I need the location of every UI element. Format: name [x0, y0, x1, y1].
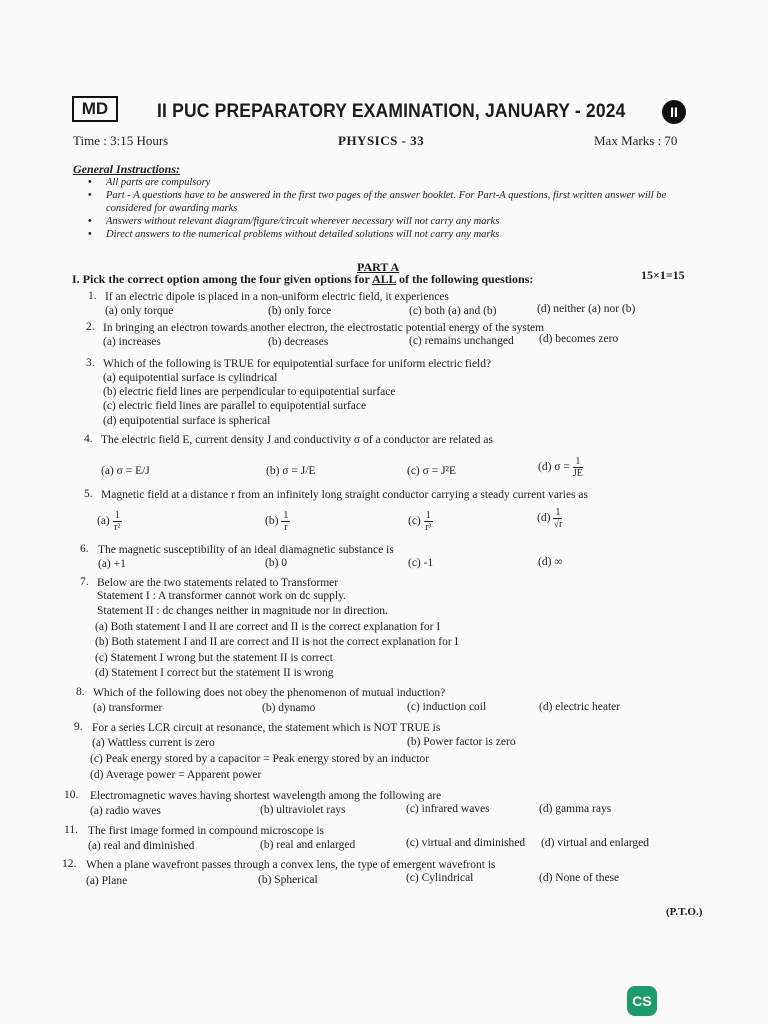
option-a: (a) +1	[98, 558, 126, 570]
option-a: (a) σ = E/J	[101, 465, 150, 477]
option-a: (a) increases	[103, 336, 161, 348]
option-b: (b) σ = J/E	[266, 465, 316, 477]
option-c: (c) induction coil	[407, 701, 487, 713]
option-d: (d) gamma rays	[539, 803, 612, 815]
option-c: (c) electric field lines are parallel to equipotential surface	[103, 400, 367, 412]
option-d: (d) Statement I correct but the statement II is wrong	[95, 667, 334, 679]
subject-label: PHYSICS - 33	[338, 133, 425, 148]
question-number: 3.	[86, 357, 95, 369]
question-text: In bringing an electron towards another electron, the electrostatic potential energy of the system	[103, 322, 545, 334]
option-c: (c) Statement I wrong but the statement II is correct	[95, 652, 333, 664]
option-d: (d) neither (a) nor (b)	[537, 303, 636, 315]
option-d: (d) Average power = Apparent power	[90, 769, 262, 781]
fraction: $\frac{1}{\text{r²}}$	[114, 510, 121, 533]
option-d: (d) electric heater	[539, 701, 621, 713]
time-label: Time : 3:15 Hours	[73, 133, 169, 148]
question-number: 12.	[62, 858, 77, 870]
statement-2: Statement II : dc changes neither in magnitude nor in direction.	[97, 605, 388, 617]
instruction-item: • Answers without relevant diagram/figure/circuit wherever necessary will not carry any marks	[88, 216, 500, 227]
option-b: (b) Spherical	[258, 874, 318, 886]
question-number: 5.	[84, 488, 93, 500]
question-text: Magnetic field at a distance r from an infinitely long straight conductor carrying a steady current varies as	[101, 489, 588, 501]
fraction: $\frac{1}{√r}$	[553, 507, 563, 530]
question-text: When a plane wavefront passes through a convex lens, the type of emergent wavefront is	[86, 859, 496, 871]
question-text: The magnetic susceptibility of an ideal diamagnetic substance is	[98, 544, 394, 556]
question-text: Which of the following is TRUE for equipotential surface for uniform electric field?	[103, 358, 492, 370]
question-text: Electromagnetic waves having shortest wavelength among the following are	[90, 790, 442, 802]
question-text: Below are the two statements related to Transformer	[97, 577, 339, 589]
option-b: (b) dynamo	[262, 702, 316, 714]
option-c: (c) $\frac{1}{\text{r³}}$	[408, 510, 432, 533]
fraction: $\frac{1}{JE}$	[572, 456, 583, 479]
part-a-title: PART A	[357, 260, 400, 274]
option-c: (c) both (a) and (b)	[409, 305, 497, 317]
option-a: (a) $\frac{1}{\text{r²}}$	[97, 510, 121, 533]
option-b: (b) Both statement I and II are correct and II is not the correct explanation for I	[95, 636, 459, 648]
part-a-instruction: I. Pick the correct option among the four given options for ALL of the following questions:	[72, 272, 534, 286]
option-b: (b) real and enlarged	[260, 839, 356, 851]
instructions-list	[86, 176, 686, 241]
instructions-heading: General Instructions:	[73, 162, 181, 176]
question-text: The electric field E, current density J and conductivity σ of a conductor are related as	[101, 434, 493, 446]
option-b: (b) $\frac{1}{r}$	[265, 510, 289, 533]
year-badge: II	[662, 100, 686, 124]
option-d: (d) None of these	[539, 872, 620, 884]
option-b: (b) only force	[268, 305, 332, 317]
option-a: (a) only torque	[105, 305, 174, 317]
option-b: (b) decreases	[268, 336, 329, 348]
md-label: MD	[72, 96, 118, 122]
statement-1: Statement I : A transformer cannot work on dc supply.	[97, 590, 347, 602]
question-number: 10.	[64, 789, 79, 801]
option-b: (b) Power factor is zero	[407, 736, 516, 748]
part-a-marks: 15×1=15	[641, 268, 685, 282]
question-text: Which of the following does not obey the phenomenon of mutual induction?	[93, 687, 446, 699]
instruction-item: • Part - A questions have to be answered in the first two pages of the answer booklet. For Part-A questions, first written answer will be considered for awarding marks	[88, 190, 667, 214]
question-number: 7.	[80, 576, 89, 588]
option-a: (a) real and diminished	[88, 840, 195, 852]
question-number: 6.	[80, 543, 89, 555]
option-c: (c) Peak energy stored by a capacitor = Peak energy stored by an inductor	[90, 753, 430, 765]
option-c: (c) remains unchanged	[409, 335, 514, 347]
option-c: (c) Cylindrical	[406, 872, 474, 884]
question-number: 2.	[86, 321, 95, 333]
option-d: (d) σ = $\frac{1}{JE}$	[538, 456, 583, 479]
instruction-item: • All parts are compulsory	[88, 177, 211, 188]
option-b: (b) electric field lines are perpendicular to equipotential surface	[103, 386, 396, 398]
question-number: 4.	[84, 433, 93, 445]
option-b: (b) 0	[265, 557, 288, 569]
question-text: If an electric dipole is placed in a non-uniform electric field, it experiences	[105, 291, 449, 303]
option-c: (c) -1	[408, 557, 434, 569]
option-d: (d) equipotential surface is spherical	[103, 415, 271, 427]
pto-label: (P.T.O.)	[666, 906, 703, 918]
option-a: (a) Both statement I and II are correct and II is the correct explanation for I	[95, 621, 441, 633]
option-c: (c) virtual and diminished	[406, 837, 526, 849]
option-c: (c) infrared waves	[406, 803, 490, 815]
question-number: 9.	[74, 721, 83, 733]
fraction: $\frac{1}{r}$	[283, 510, 289, 533]
option-a: (a) equipotential surface is cylindrical	[103, 372, 278, 384]
option-a: (a) Wattless current is zero	[92, 737, 215, 749]
option-d: (d) becomes zero	[539, 333, 619, 345]
camscanner-logo: CS	[627, 986, 657, 1016]
question-text: For a series LCR circuit at resonance, the statement which is NOT TRUE is	[92, 722, 441, 734]
option-b: (b) ultraviolet rays	[260, 804, 346, 816]
question-number: 11.	[64, 824, 78, 836]
max-marks-label: Max Marks : 70	[594, 133, 678, 148]
exam-title: II PUC PREPARATORY EXAMINATION, JANUARY - 2024	[157, 101, 626, 122]
fraction: $\frac{1}{\text{r³}}$	[425, 510, 432, 533]
option-a: (a) radio waves	[90, 805, 161, 817]
question-number: 1.	[88, 290, 97, 302]
option-c: (c) σ = J²E	[407, 465, 457, 477]
option-a: (a) Plane	[86, 875, 128, 887]
instruction-item: • Direct answers to the numerical problems without detailed solutions will not carry any marks	[88, 229, 500, 240]
option-d: (d) $\frac{1}{√r}$	[537, 507, 563, 530]
option-a: (a) transformer	[93, 702, 163, 714]
option-d: (d) virtual and enlarged	[541, 837, 650, 849]
question-number: 8.	[76, 686, 85, 698]
question-text: The first image formed in compound microscope is	[88, 825, 325, 837]
option-d: (d) ∞	[538, 556, 563, 568]
